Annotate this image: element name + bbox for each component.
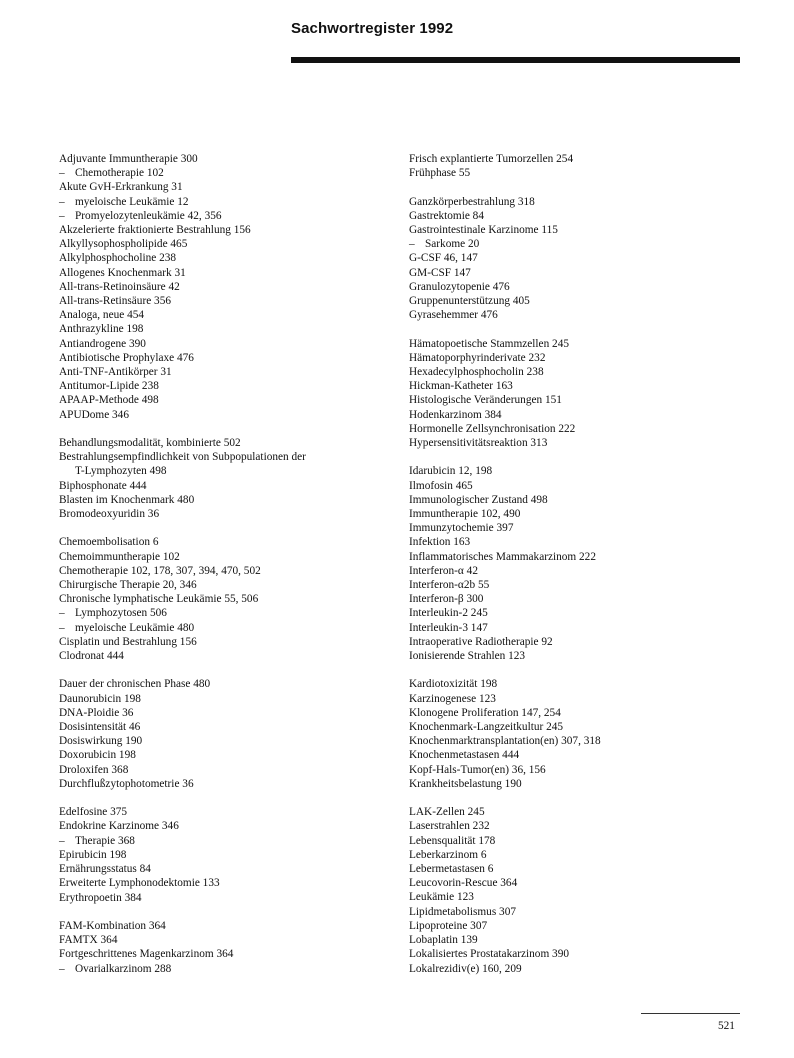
index-entry xyxy=(59,891,389,905)
index-entry-text: Biphosphonate 444 xyxy=(59,479,147,492)
index-entry-text: Hodenkarzinom 384 xyxy=(409,408,502,421)
index-entry-text: Interferon-β 300 xyxy=(409,593,484,606)
index-entry xyxy=(409,223,739,237)
index-entry-text: Karzinogenese 123 xyxy=(409,692,496,705)
index-entry xyxy=(59,947,389,961)
index-entry xyxy=(59,493,389,507)
index-entry-text: Cisplatin und Bestrahlung 156 xyxy=(59,635,197,648)
index-entry xyxy=(409,209,739,223)
index-entry xyxy=(409,748,739,762)
index-entry-text: Infektion 163 xyxy=(409,536,471,549)
index-entry-text: Ilmofosin 465 xyxy=(409,479,473,492)
index-subentry xyxy=(59,209,389,223)
index-entry-text: Hypersensitivitätsreaktion 313 xyxy=(409,437,548,450)
index-entry-text: Interferon-α 42 xyxy=(409,564,478,577)
index-entry xyxy=(409,692,739,706)
index-entry-text: Droloxifen 368 xyxy=(59,763,129,776)
index-entry xyxy=(59,507,389,521)
index-entry-text: Interferon-α2b 55 xyxy=(409,579,490,592)
index-entry xyxy=(59,720,389,734)
index-entry-text: Gyrasehemmer 476 xyxy=(409,309,498,322)
index-entry xyxy=(409,905,739,919)
index-entry-text: Clodronat 444 xyxy=(59,650,124,663)
index-entry-text: Gastrointestinale Karzinome 115 xyxy=(409,224,558,236)
index-entry xyxy=(409,592,739,606)
index-entry xyxy=(409,507,739,521)
index-entry xyxy=(409,819,739,833)
index-entry xyxy=(409,962,739,976)
index-entry-text: Behandlungsmodalität, kombinierte 502 xyxy=(59,437,241,450)
index-entry xyxy=(59,763,389,777)
index-entry xyxy=(409,408,739,422)
index-entry-text: Idarubicin 12, 198 xyxy=(409,465,493,478)
index-entry-text: Krankheitsbelastung 190 xyxy=(409,777,522,790)
subentry-dash: – xyxy=(59,209,65,222)
index-entry-text: Chronische lymphatische Leukämie 55, 506 xyxy=(59,593,259,606)
index-entry-text: Antitumor-Lipide 238 xyxy=(59,380,159,393)
index-entry-text: Dosiswirkung 190 xyxy=(59,735,143,748)
index-entry-text: LAK-Zellen 245 xyxy=(409,806,485,819)
index-entry-text: DNA-Ploidie 36 xyxy=(59,706,134,719)
index-entry xyxy=(409,677,739,691)
index-entry-text: Edelfosine 375 xyxy=(59,806,128,819)
index-entry-text: Erweiterte Lymphonodektomie 133 xyxy=(59,877,220,890)
index-entry xyxy=(409,152,739,166)
index-entry-text: FAM-Kombination 364 xyxy=(59,919,166,932)
index-entry xyxy=(59,408,389,422)
index-entry-text: APAAP-Methode 498 xyxy=(59,394,159,407)
index-entry-text: Interleukin-3 147 xyxy=(409,621,488,634)
index-entry-text: Leucovorin-Rescue 364 xyxy=(409,877,518,890)
index-entry-text: Lipoproteine 307 xyxy=(409,919,488,932)
index-entry-text: Kardiotoxizität 198 xyxy=(409,678,498,691)
index-entry xyxy=(59,393,389,407)
index-entry-text: Lokalrezidiv(e) 160, 209 xyxy=(409,962,522,975)
index-entry-text: Hämatopoetische Stammzellen 245 xyxy=(409,337,569,350)
index-entry-text: Therapie 368 xyxy=(75,834,135,847)
index-entry xyxy=(59,479,389,493)
index-entry-text: All-trans-Retinsäure 356 xyxy=(59,295,171,308)
index-entry xyxy=(59,223,389,237)
index-entry xyxy=(59,266,389,280)
index-entry xyxy=(409,365,739,379)
index-subentry xyxy=(59,621,389,635)
index-entry xyxy=(59,919,389,933)
index-entry-text: Bromodeoxyuridin 36 xyxy=(59,508,160,521)
index-entry xyxy=(59,748,389,762)
index-entry-text: Sarkome 20 xyxy=(425,238,480,251)
index-entry-text: Bestrahlungsempfindlichkeit von Subpopulationen der xyxy=(59,451,306,464)
index-entry-text: Blasten im Knochenmark 480 xyxy=(59,493,195,506)
index-entry-text: Kopf-Hals-Tumor(en) 36, 156 xyxy=(409,763,546,776)
index-entry xyxy=(59,294,389,308)
index-entry-text: Klonogene Proliferation 147, 254 xyxy=(409,706,561,719)
footer-rule xyxy=(641,1013,740,1014)
index-entry xyxy=(59,365,389,379)
index-entry-text: Laserstrahlen 232 xyxy=(409,820,490,833)
index-entry xyxy=(409,734,739,748)
index-entry xyxy=(409,294,739,308)
index-entry xyxy=(59,337,389,351)
index-entry-text: Hormonelle Zellsynchronisation 222 xyxy=(409,422,576,435)
index-entry-text: Antibiotische Prophylaxe 476 xyxy=(59,351,194,364)
index-entry xyxy=(59,308,389,322)
index-entry xyxy=(59,677,389,691)
index-entry-text: Chemotherapie 102, 178, 307, 394, 470, 502 xyxy=(59,564,261,577)
index-entry-text: Lebermetastasen 6 xyxy=(409,863,494,876)
index-entry-text: Dosisintensität 46 xyxy=(59,721,141,734)
index-entry xyxy=(409,535,739,549)
index-entry-text: Dauer der chronischen Phase 480 xyxy=(59,678,211,691)
index-subentry xyxy=(59,166,389,180)
index-entry xyxy=(409,947,739,961)
index-entry-text: Interleukin-2 245 xyxy=(409,607,488,620)
index-entry-text: Anthrazykline 198 xyxy=(59,323,144,336)
index-entry-text: T-Lymphozyten 498 xyxy=(75,465,167,478)
index-entry xyxy=(409,649,739,663)
index-entry xyxy=(409,635,739,649)
index-entry-text: Chemotherapie 102 xyxy=(75,167,164,180)
index-entry-text: Chemoembolisation 6 xyxy=(59,536,159,549)
index-entry xyxy=(409,834,739,848)
index-entry xyxy=(409,351,739,365)
index-entry-text: Immunzytochemie 397 xyxy=(409,522,514,535)
index-entry-text: Endokrine Karzinome 346 xyxy=(59,820,179,833)
index-entry xyxy=(59,180,389,194)
subentry-dash: – xyxy=(59,607,65,620)
index-entry-text: Erythropoetin 384 xyxy=(59,891,142,904)
index-entry xyxy=(59,322,389,336)
index-entry-text: Inflammatorisches Mammakarzinom 222 xyxy=(409,550,596,563)
index-entry-text: Hämatoporphyrinderivate 232 xyxy=(409,351,546,364)
index-entry xyxy=(409,606,739,620)
index-entry xyxy=(409,720,739,734)
index-entry-text: Allogenes Knochenmark 31 xyxy=(59,266,186,279)
index-entry xyxy=(59,848,389,862)
index-entry-text: Durchflußzytophotometrie 36 xyxy=(59,777,194,790)
index-entry-text: Gruppenunterstützung 405 xyxy=(409,295,530,308)
index-entry xyxy=(59,351,389,365)
index-entry-text: Daunorubicin 198 xyxy=(59,692,141,705)
index-entry xyxy=(59,564,389,578)
index-entry-text: Epirubicin 198 xyxy=(59,848,127,861)
index-entry xyxy=(409,251,739,265)
index-entry xyxy=(409,493,739,507)
index-entry-text: Hickman-Katheter 163 xyxy=(409,380,513,393)
subentry-dash: – xyxy=(59,195,65,208)
index-entry-text: Lebensqualität 178 xyxy=(409,834,496,847)
index-entry-text: myeloische Leukämie 12 xyxy=(75,195,189,208)
index-entry xyxy=(409,436,739,450)
index-entry xyxy=(59,876,389,890)
index-entry-text: Akute GvH-Erkrankung 31 xyxy=(59,181,183,194)
index-entry-text: Lymphozytosen 506 xyxy=(75,607,167,620)
index-entry xyxy=(59,535,389,549)
index-entry xyxy=(59,436,389,450)
index-entry xyxy=(409,706,739,720)
index-entry-text: myeloische Leukämie 480 xyxy=(75,621,195,634)
subentry-dash: – xyxy=(59,621,65,634)
index-entry xyxy=(409,521,739,535)
index-subentry xyxy=(59,195,389,209)
index-entry-text: Knochenmetastasen 444 xyxy=(409,749,520,762)
index-entry xyxy=(59,706,389,720)
index-subentry xyxy=(59,834,389,848)
index-entry xyxy=(409,195,739,209)
index-entry-text: Granulozytopenie 476 xyxy=(409,280,510,293)
index-entry xyxy=(409,422,739,436)
index-entry-text: Adjuvante Immuntherapie 300 xyxy=(59,153,198,165)
index-entry-text: Alkyllysophospholipide 465 xyxy=(59,238,188,251)
index-entry xyxy=(59,152,389,166)
index-entry xyxy=(409,308,739,322)
index-entry-text: Promyelozytenleukämie 42, 356 xyxy=(75,209,222,222)
index-entry-text: Leberkarzinom 6 xyxy=(409,848,487,861)
index-entry xyxy=(409,280,739,294)
index-entry-text: Leukämie 123 xyxy=(409,891,474,904)
index-entry xyxy=(59,635,389,649)
index-entry xyxy=(59,237,389,251)
index-entry xyxy=(59,251,389,265)
page-number: 521 xyxy=(718,1020,735,1032)
index-entry xyxy=(409,266,739,280)
index-entry xyxy=(409,564,739,578)
index-entry xyxy=(59,649,389,663)
index-entry-text: All-trans-Retinoinsäure 42 xyxy=(59,280,180,293)
index-entry-text: Ionisierende Strahlen 123 xyxy=(409,650,526,663)
index-entry xyxy=(409,479,739,493)
index-entry-text: Ovarialkarzinom 288 xyxy=(75,962,172,975)
index-entry xyxy=(409,876,739,890)
index-entry-text: Anti-TNF-Antikörper 31 xyxy=(59,366,172,379)
index-subentry xyxy=(59,962,389,976)
index-entry-text: Intraoperative Radiotherapie 92 xyxy=(409,635,553,648)
index-entry-text: Ganzkörperbestrahlung 318 xyxy=(409,195,535,208)
index-subentry xyxy=(409,237,739,251)
index-subentry xyxy=(59,606,389,620)
page-title: Sachwortregister 1992 xyxy=(291,20,454,37)
index-entry-text: Analoga, neue 454 xyxy=(59,309,145,322)
subentry-dash: – xyxy=(59,962,65,975)
index-entry xyxy=(59,280,389,294)
index-entry xyxy=(409,848,739,862)
index-entry-text: Hexadecylphosphocholin 238 xyxy=(409,366,544,379)
index-entry xyxy=(409,337,739,351)
index-entry xyxy=(59,450,389,464)
index-entry xyxy=(409,621,739,635)
index-entry-text: Ernährungsstatus 84 xyxy=(59,863,151,876)
index-entry-text: Histologische Veränderungen 151 xyxy=(409,394,562,407)
index-entry xyxy=(409,550,739,564)
index-entry-text: Chemoimmuntherapie 102 xyxy=(59,550,180,563)
index-entry-text: FAMTX 364 xyxy=(59,934,118,947)
index-entry xyxy=(409,763,739,777)
index-entry xyxy=(59,777,389,791)
index-entry xyxy=(59,379,389,393)
index-entry-text: Lokalisiertes Prostatakarzinom 390 xyxy=(409,948,569,961)
index-entry xyxy=(409,379,739,393)
index-entry-text: Akzelerierte fraktionierte Bestrahlung 156 xyxy=(59,224,251,237)
index-entry xyxy=(409,393,739,407)
index-entry xyxy=(59,550,389,564)
index-entry-text: G-CSF 46, 147 xyxy=(409,252,478,265)
index-entry-text: Antiandrogene 390 xyxy=(59,337,146,350)
subentry-dash: – xyxy=(59,834,65,847)
index-entry xyxy=(409,777,739,791)
index-entry xyxy=(59,464,389,478)
index-entry-text: Doxorubicin 198 xyxy=(59,749,136,762)
index-entry-text: Gastrektomie 84 xyxy=(409,209,484,222)
index-column-right xyxy=(409,152,739,976)
index-entry xyxy=(409,578,739,592)
subentry-dash: – xyxy=(59,167,65,180)
index-entry-text: Fortgeschrittenes Magenkarzinom 364 xyxy=(59,948,234,961)
index-entry xyxy=(409,890,739,904)
index-entry xyxy=(59,819,389,833)
index-entry xyxy=(409,464,739,478)
index-entry-text: Chirurgische Therapie 20, 346 xyxy=(59,579,197,592)
index-entry-text: Lipidmetabolismus 307 xyxy=(409,905,517,918)
index-entry-text: GM-CSF 147 xyxy=(409,266,471,279)
index-entry xyxy=(59,592,389,606)
title-rule xyxy=(291,57,740,63)
index-entry-text: Frühphase 55 xyxy=(409,167,471,180)
index-entry xyxy=(409,919,739,933)
index-entry-text: Frisch explantierte Tumorzellen 254 xyxy=(409,153,574,165)
index-entry-text: Immuntherapie 102, 490 xyxy=(409,508,521,521)
index-entry xyxy=(59,805,389,819)
index-entry-text: Immunologischer Zustand 498 xyxy=(409,493,548,506)
index-entry xyxy=(59,734,389,748)
index-entry xyxy=(59,862,389,876)
subentry-dash: – xyxy=(409,238,415,251)
index-entry xyxy=(59,933,389,947)
index-entry-text: Knochenmark-Langzeitkultur 245 xyxy=(409,721,564,734)
index-entry-text: Lobaplatin 139 xyxy=(409,934,478,947)
index-entry xyxy=(409,933,739,947)
index-entry xyxy=(59,578,389,592)
index-entry xyxy=(409,166,739,180)
index-entry xyxy=(409,805,739,819)
index-entry-text: APUDome 346 xyxy=(59,408,129,421)
index-entry xyxy=(409,862,739,876)
index-entry-text: Knochenmarktransplantation(en) 307, 318 xyxy=(409,735,601,748)
index-column-left xyxy=(59,152,389,976)
index-entry xyxy=(59,692,389,706)
index-entry-text: Alkylphosphocholine 238 xyxy=(59,252,177,265)
